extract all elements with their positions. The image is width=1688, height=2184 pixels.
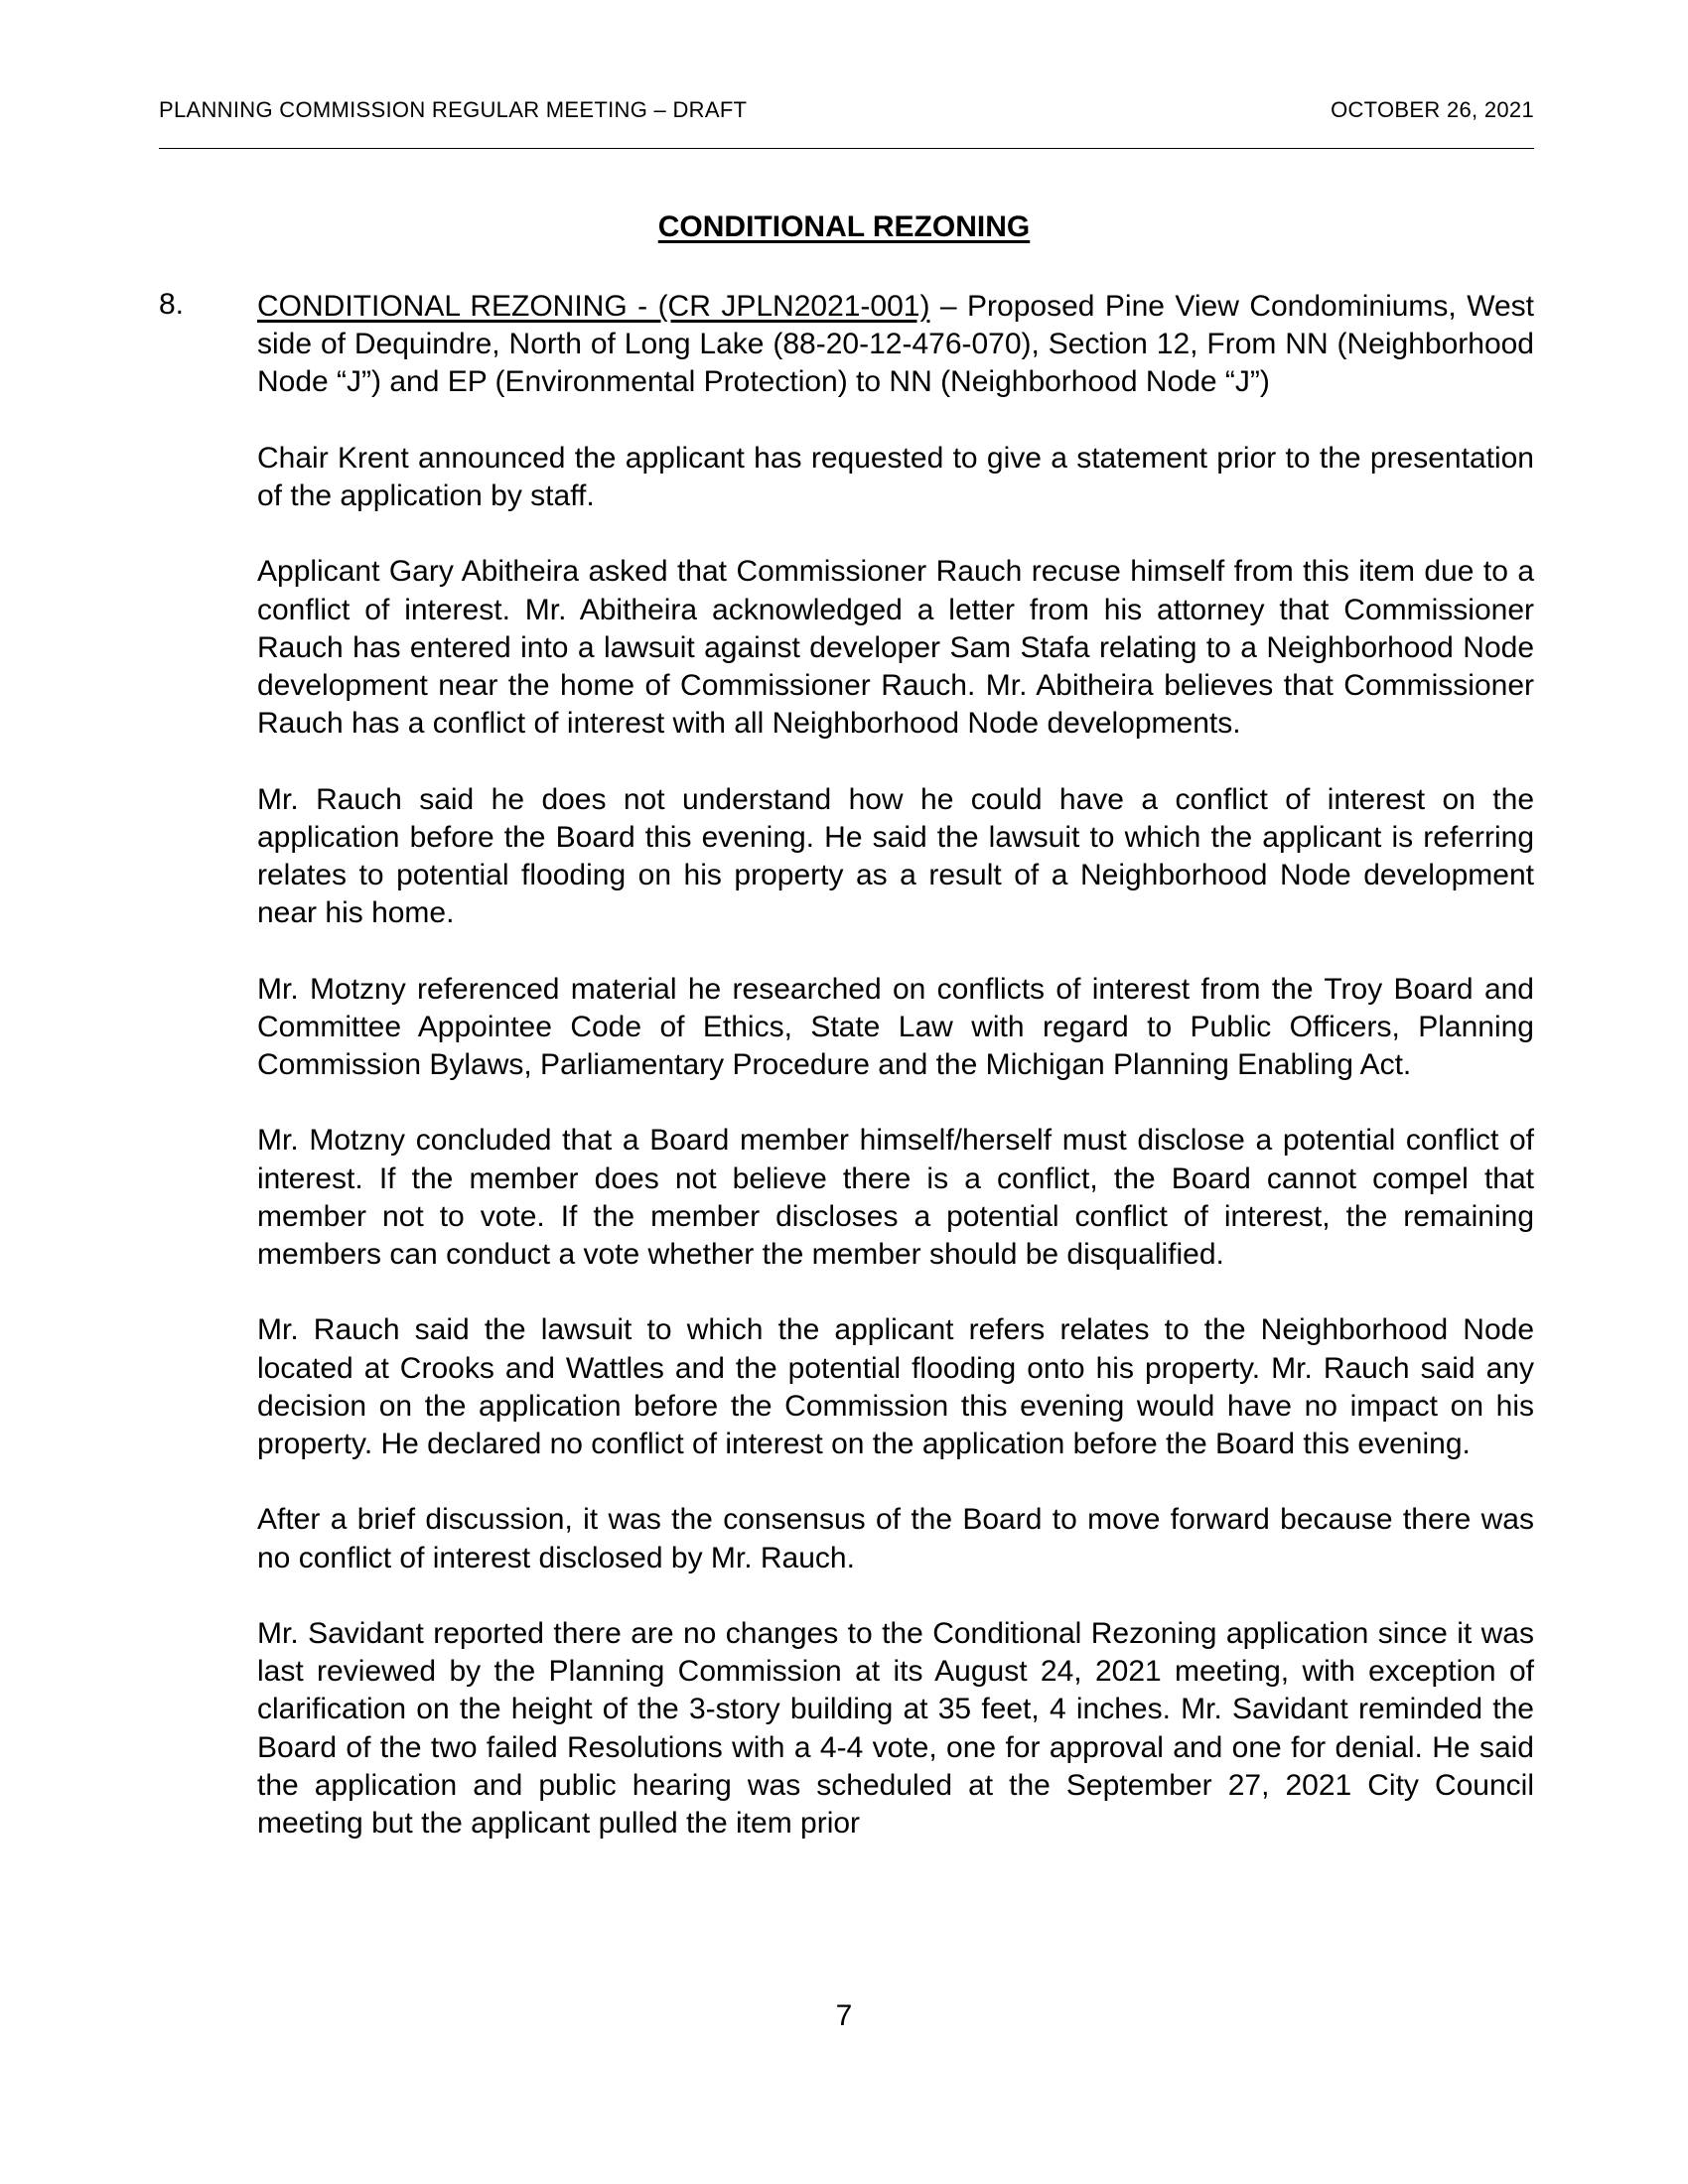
item-heading-rest: – Proposed Pine View Condominiums, West side of Dequindre, North of Long Lake (88-20-12-476-070), Section 12, From NN (Neighborhood Node “J”) and EP (Environmental Protection) to NN (Neighborhood Node “J”) [257,290,1534,399]
paragraph-6: Mr. Rauch said the lawsuit to which the applicant refers relates to the Neighborhood Node located at Crooks and Wattles and the potential flooding onto his property. Mr. Rauch said any decision on the application before the Commission this evening would have no impact on his property. He declared no conflict of interest on the application before the Board this evening. [257,1313,1534,1460]
paragraph-1: Chair Krent announced the applicant has requested to give a statement prior to the presentation of the application by staff. [257,441,1534,512]
paragraph-5: Mr. Motzny concluded that a Board member himself/herself must disclose a potential conflict of interest. If the member does not believe there is a conflict, the Board cannot compel that member not to vote. If the member discloses a potential conflict of interest, the remaining members can conduct a vote whether the member should be disqualified. [257,1124,1534,1271]
paragraph-7: After a brief discussion, it was the consensus of the Board to move forward because there was no conflict of interest disclosed by Mr. Rauch. [257,1503,1534,1574]
section-title-text: CONDITIONAL REZONING [657,210,1031,243]
item-heading [257,288,1534,402]
page-number: 7 [835,1999,853,2032]
header-date: OCTOBER 26, 2021 [1331,97,1534,122]
paragraph-8: Mr. Savidant reported there are no changes to the Conditional Rezoning application since it was last reviewed by the Planning Commission at its August 24, 2021 meeting, with exception of clarification on the height of the 3-story building at 35 feet, 4 inches. Mr. Savidant reminded the Board of the two failed Resolutions with a 4-4 vote, one for approval and one for denial. He said the application and public hearing was scheduled at the September 27, 2021 City Council meeting but the applicant pulled the item prior [257,1616,1534,1840]
item-heading-underlined: CONDITIONAL REZONING - (CR JPLN2021-001) [257,290,930,323]
paragraph-4: Mr. Motzny referenced material he researched on conflicts of interest from the Troy Board and Committee Appointee Code of Ethics, State Law with regard to Public Officers, Planning Commission Bylaws, Parliamentary Procedure and the Michigan Planning Enabling Act. [257,972,1534,1081]
section-title [0,210,1688,244]
header-divider [159,148,1534,149]
paragraph-3: Mr. Rauch said he does not understand how he could have a conflict of interest on the application before the Board this evening. He said the lawsuit to which the applicant is referring relates to potential flooding on his property as a result of a Neighborhood Node development near his home. [257,782,1534,930]
item-number: 8. [159,288,185,321]
header-meeting-title: PLANNING COMMISSION REGULAR MEETING – DRAFT [159,97,748,122]
item-content [257,288,1534,1880]
paragraph-2: Applicant Gary Abitheira asked that Commissioner Rauch recuse himself from this item due to a conflict of interest. Mr. Abitheira acknowledged a letter from his attorney that Commissioner Rauch has entered into a lawsuit against developer Sam Stafa relating to a Neighborhood Node development near the home of Commissioner Rauch. Mr. Abitheira believes that Commissioner Rauch has a conflict of interest with all Neighborhood Node developments. [257,555,1534,741]
